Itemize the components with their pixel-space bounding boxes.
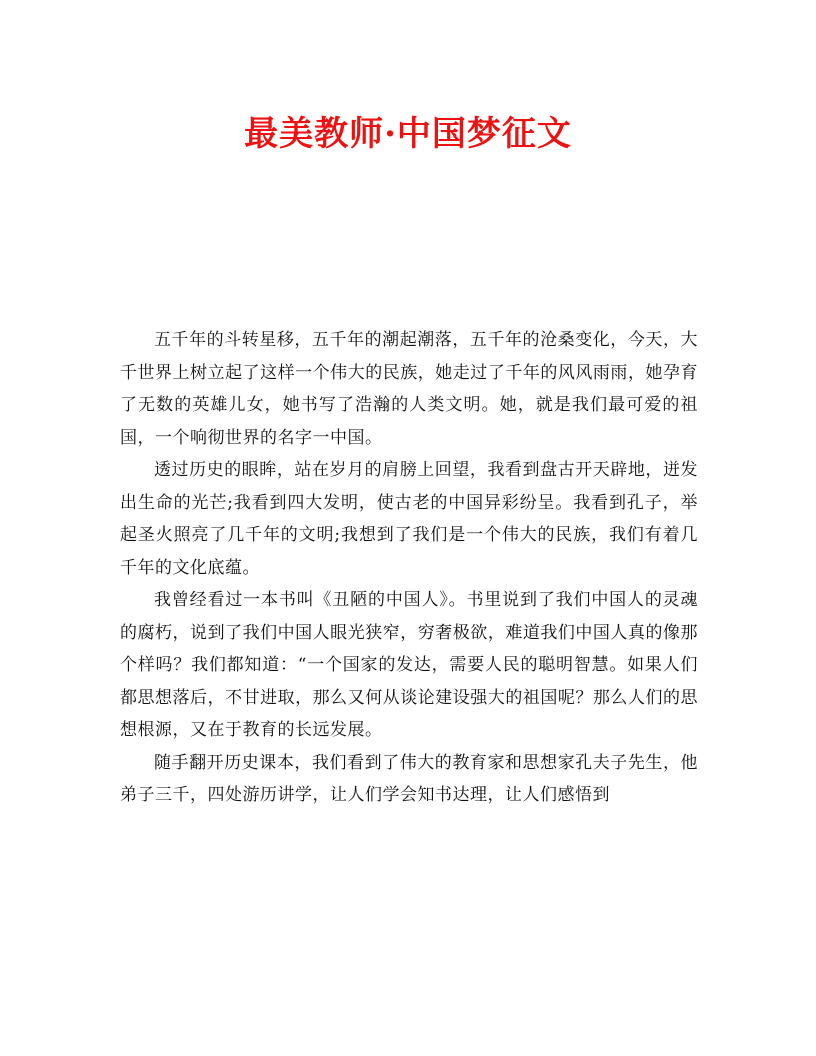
paragraph-2: 透过历史的眼眸，站在岁月的肩膀上回望，我看到盘古开天辟地，迸发出生命的光芒;我看到四大发明，使古老的中国异彩纷呈。我看到孔子，举起圣火照亮了几千年的文明;我想到了我们是一个伟大的民族，我们有着几千年的文化底蕴。 xyxy=(120,460,698,578)
document-body xyxy=(120,324,698,812)
paragraph-1: 五千年的斗转星移，五千年的潮起潮落，五千年的沧桑变化，今天，大千世界上树立起了这样一个伟大的民族，她走过了千年的风风雨雨，她孕育了无数的英雄儿女，她书写了浩瀚的人类文明。她，就是我们最可爱的祖国，一个响彻世界的名字一中国。 xyxy=(120,330,698,448)
paragraph-3: 我曾经看过一本书叫《丑陋的中国人》。书里说到了我们中国人的灵魂的腐朽，说到了我们中国人眼光狭窄，穷奢极欲，难道我们中国人真的像那个样吗？我们都知道：“一个国家的发达，需要人民的聪明智慧。如果人们都思想落后，不甘进取，那么又何从谈论建设强大的祖国呢？那么人们的思想根源，又在于教育的长远发展。 xyxy=(120,590,698,740)
document-title: 最美教师·中国梦征文 xyxy=(244,114,572,154)
paragraph-4: 随手翻开历史课本，我们看到了伟大的教育家和思想家孔夫子先生，他弟子三千，四处游历讲学，让人们学会知书达理，让人们感悟到 xyxy=(120,752,698,805)
